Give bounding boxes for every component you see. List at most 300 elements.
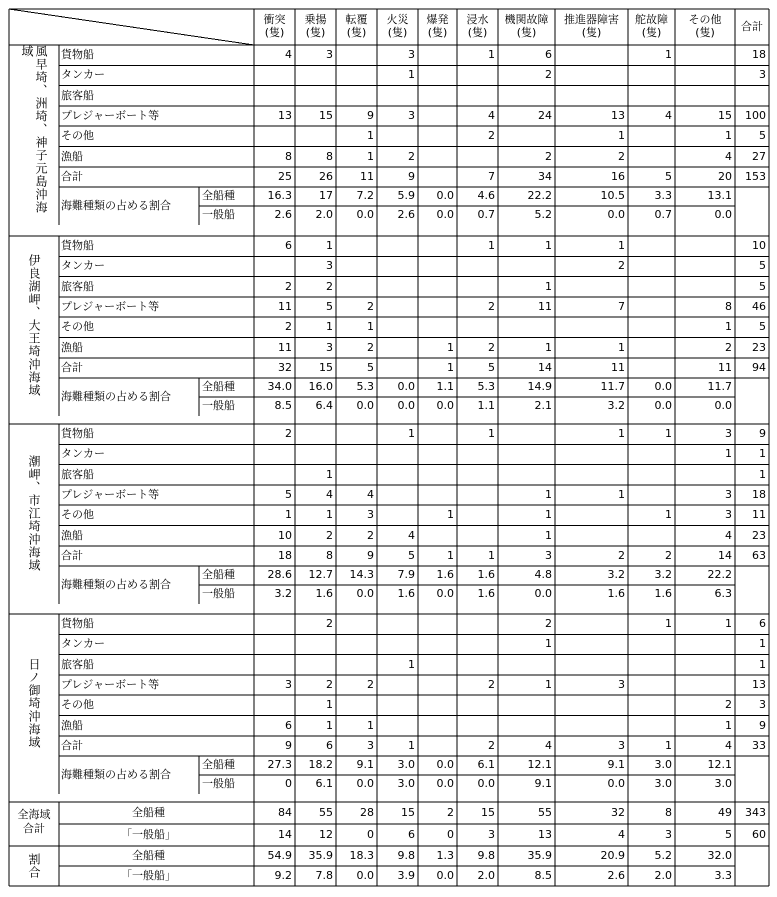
total-all-cell: 343	[745, 806, 766, 819]
row-label: タンカー	[61, 447, 105, 461]
value-cell	[555, 716, 628, 736]
value-cell: 1	[488, 427, 495, 440]
value-cell: 27	[752, 149, 766, 163]
value-cell	[254, 634, 295, 654]
value-cell: 2	[545, 68, 552, 82]
ratio-all-cell: 1.1	[436, 380, 454, 394]
value-cell: 8	[725, 299, 732, 313]
ratio-general-cell: 0.0	[436, 587, 454, 600]
value-cell: 1	[326, 320, 333, 334]
value-cell: 1	[545, 677, 552, 691]
value-cell: 26	[319, 169, 333, 183]
value-cell	[457, 86, 498, 106]
value-cell	[498, 695, 555, 715]
value-cell: 5	[665, 169, 672, 183]
total-general-cell: 3	[488, 828, 495, 841]
value-cell	[418, 614, 457, 634]
value-cell	[628, 147, 675, 167]
value-cell	[457, 526, 498, 546]
total-all-label: 全船種	[132, 806, 165, 819]
value-cell: 2	[285, 279, 292, 293]
row-label: 合計	[61, 738, 83, 752]
column-header-name: 爆発	[426, 13, 449, 26]
ratio-all-cell: 12.7	[308, 568, 333, 582]
ratio-general-cell: 1.6	[315, 587, 333, 600]
value-cell: 5	[285, 487, 292, 501]
value-cell: 1	[725, 617, 732, 630]
value-cell: 9	[759, 427, 766, 440]
value-cell: 13	[278, 108, 292, 122]
value-cell	[418, 147, 457, 167]
ratio-all-cell: 12.1	[527, 758, 552, 772]
value-cell: 2	[488, 340, 495, 354]
column-header	[254, 13, 295, 45]
percent-general-cell: 0.0	[436, 869, 454, 882]
percent-general-cell: 2.6	[607, 869, 625, 882]
value-cell: 1	[618, 340, 625, 354]
total-general-cell: 13	[538, 828, 552, 841]
value-cell: 11	[718, 360, 732, 374]
value-cell	[628, 236, 675, 256]
value-cell	[418, 736, 457, 756]
total-section-title	[9, 808, 59, 846]
ratio-all-cell: 22.2	[707, 568, 732, 582]
value-cell: 1	[725, 447, 732, 461]
column-header-unit: (隻)	[467, 26, 488, 39]
value-cell	[377, 675, 418, 695]
column-header	[675, 13, 735, 45]
value-cell: 2	[285, 320, 292, 334]
ratio-all-cell: 3.3	[654, 189, 672, 203]
value-cell: 5	[759, 129, 766, 143]
value-cell: 2	[665, 548, 672, 562]
value-cell: 46	[752, 299, 766, 313]
value-cell	[418, 65, 457, 85]
total-general-cell: 60	[752, 828, 766, 841]
value-cell	[628, 86, 675, 106]
value-cell: 4	[367, 487, 374, 501]
value-cell: 11	[278, 340, 292, 354]
value-cell: 1	[618, 487, 625, 501]
value-cell: 3	[759, 698, 766, 712]
column-header-unit: (隻)	[346, 26, 367, 39]
ratio-all-cell: 6.1	[477, 758, 495, 772]
column-header	[457, 13, 498, 45]
ratio-general-cell: 2.6	[397, 208, 415, 221]
ratio-general-cell: 0.0	[477, 777, 495, 790]
value-cell: 8	[326, 149, 333, 163]
value-cell	[628, 526, 675, 546]
value-cell: 1	[326, 239, 333, 252]
value-cell: 14	[718, 548, 732, 562]
value-cell: 2	[618, 548, 625, 562]
region-title-text: 潮岬、市江埼沖海域	[27, 455, 41, 573]
value-cell	[628, 65, 675, 85]
ratio-all-cell: 11.7	[600, 380, 625, 394]
ratio-label: 海難種類の占める割合	[61, 390, 171, 404]
value-cell: 1	[618, 129, 625, 143]
ratio-general-cell: 5.2	[534, 208, 552, 221]
value-cell: 2	[367, 299, 374, 313]
value-cell: 11	[360, 169, 374, 183]
value-cell: 100	[745, 108, 766, 122]
value-cell	[336, 465, 377, 485]
value-cell	[254, 126, 295, 146]
ratio-all-cell: 27.3	[267, 758, 292, 772]
general-ship-label: 一般船	[202, 399, 235, 412]
value-cell	[457, 444, 498, 464]
value-cell: 1	[326, 718, 333, 732]
general-ship-label: 一般船	[202, 777, 235, 790]
column-header	[336, 13, 377, 45]
ratio-all-cell: 1.6	[477, 568, 495, 582]
ratio-general-cell: 0.7	[654, 208, 672, 221]
value-cell: 4	[725, 738, 732, 752]
row-label: 合計	[61, 360, 83, 374]
ratio-general-cell: 0.0	[534, 587, 552, 600]
value-cell	[498, 126, 555, 146]
value-cell: 13	[752, 677, 766, 691]
column-header-unit: (隻)	[264, 26, 285, 39]
value-cell: 1	[665, 427, 672, 440]
column-header-name: 浸水	[466, 13, 489, 26]
ratio-all-cell: 0.0	[436, 758, 454, 772]
ratio-general-cell: 3.0	[714, 777, 732, 790]
value-cell	[377, 444, 418, 464]
ratio-general-cell: 0.0	[714, 399, 732, 412]
region-title-text: 伊良湖岬、大王埼沖海域	[27, 254, 41, 398]
general-ship-label: 一般船	[202, 208, 235, 221]
value-cell	[457, 147, 498, 167]
value-cell	[628, 444, 675, 464]
value-cell: 1	[545, 528, 552, 542]
value-cell	[418, 86, 457, 106]
value-cell	[377, 338, 418, 358]
ratio-general-cell: 0	[285, 777, 292, 790]
value-cell	[555, 505, 628, 525]
total-general-label: 「一般船」	[121, 828, 176, 841]
ratio-all-cell: 4.6	[477, 189, 495, 203]
region-title	[9, 236, 59, 416]
value-cell: 1	[447, 360, 454, 374]
row-label: その他	[61, 320, 94, 334]
ratio-all-cell: 1.6	[436, 568, 454, 582]
total-all-cell: 15	[481, 806, 495, 819]
column-header	[418, 13, 457, 45]
value-cell: 9	[367, 108, 374, 122]
value-cell: 1	[488, 239, 495, 252]
value-cell: 7	[618, 299, 625, 313]
ratio-all-cell: 5.3	[477, 380, 495, 394]
ratio-general-cell: 1.6	[654, 587, 672, 600]
ratio-general-cell: 0.0	[436, 777, 454, 790]
value-cell	[336, 45, 377, 65]
row-label: タンカー	[61, 637, 105, 651]
total-general-cell: 12	[319, 828, 333, 841]
ratio-general-cell: 0.7	[477, 208, 495, 221]
value-cell	[377, 256, 418, 276]
value-cell	[555, 695, 628, 715]
value-cell	[418, 256, 457, 276]
ratio-all-cell: 14.9	[527, 380, 552, 394]
column-header	[735, 13, 769, 45]
value-cell: 1	[665, 508, 672, 522]
value-cell	[555, 614, 628, 634]
value-cell: 2	[618, 259, 625, 273]
value-cell	[377, 297, 418, 317]
value-cell: 2	[545, 149, 552, 163]
value-cell: 1	[545, 279, 552, 293]
ratio-general-cell: 1.6	[607, 587, 625, 600]
all-ship-label: 全船種	[202, 758, 235, 772]
value-cell: 1	[665, 48, 672, 61]
value-cell: 1	[665, 617, 672, 630]
ratio-all-cell: 16.3	[267, 189, 292, 203]
column-header	[498, 13, 555, 45]
row-label: 合計	[61, 169, 83, 183]
column-header-unit: (隻)	[305, 26, 326, 39]
ratio-all-cell: 5.3	[356, 380, 374, 394]
value-cell	[336, 86, 377, 106]
column-header-unit: (隻)	[641, 26, 662, 39]
column-header-unit: (隻)	[516, 26, 537, 39]
value-cell: 7	[488, 169, 495, 183]
value-cell: 5	[759, 320, 766, 334]
value-cell: 9	[367, 548, 374, 562]
row-label: 旅客船	[61, 657, 94, 671]
value-cell: 3	[285, 677, 292, 691]
percent-general-cell: 2.0	[654, 869, 672, 882]
value-cell	[254, 256, 295, 276]
value-cell: 11	[278, 299, 292, 313]
value-cell	[377, 358, 418, 378]
total-general-cell: 4	[618, 828, 625, 841]
value-cell	[254, 695, 295, 715]
value-cell	[498, 465, 555, 485]
ratio-all-cell: 7.9	[397, 568, 415, 582]
row-label: 漁船	[61, 149, 83, 163]
row-label: 旅客船	[61, 279, 94, 293]
value-cell	[418, 45, 457, 65]
ratio-label: 海難種類の占める割合	[61, 578, 171, 592]
value-cell: 1	[725, 129, 732, 143]
value-cell: 1	[725, 320, 732, 334]
value-cell: 2	[488, 129, 495, 143]
value-cell: 4	[408, 528, 415, 542]
percent-all-cell: 5.2	[654, 849, 672, 862]
total-general-cell: 0	[367, 828, 374, 841]
value-cell	[295, 126, 336, 146]
value-cell: 20	[718, 169, 732, 183]
value-cell: 8	[326, 548, 333, 562]
total-general-cell: 0	[447, 828, 454, 841]
value-cell	[377, 485, 418, 505]
value-cell	[675, 465, 735, 485]
value-cell	[254, 465, 295, 485]
value-cell	[628, 465, 675, 485]
ratio-all-cell: 17	[319, 189, 333, 203]
value-cell: 1	[408, 657, 415, 671]
value-cell: 1	[545, 239, 552, 252]
value-cell	[555, 45, 628, 65]
value-cell: 18	[752, 487, 766, 501]
value-cell: 5	[759, 259, 766, 273]
value-cell: 5	[326, 299, 333, 313]
value-cell: 2	[367, 340, 374, 354]
ratio-all-cell: 9.1	[356, 758, 374, 772]
value-cell: 2	[326, 677, 333, 691]
value-cell: 1	[326, 698, 333, 712]
value-cell: 3	[326, 48, 333, 61]
ratio-general-cell: 0.0	[654, 399, 672, 412]
percent-general-cell: 8.5	[534, 869, 552, 882]
value-cell: 2	[367, 528, 374, 542]
column-header-name: 火災	[386, 13, 409, 26]
value-cell: 2	[326, 528, 333, 542]
value-cell: 3	[367, 738, 374, 752]
value-cell	[377, 86, 418, 106]
value-cell	[498, 86, 555, 106]
value-cell	[254, 65, 295, 85]
value-cell: 1	[367, 320, 374, 334]
ratio-all-cell: 5.9	[397, 189, 415, 203]
column-header	[628, 13, 675, 45]
value-cell: 15	[718, 108, 732, 122]
ratio-general-cell: 2.0	[315, 208, 333, 221]
value-cell	[675, 256, 735, 276]
value-cell: 2	[545, 617, 552, 630]
ratio-general-cell: 0.0	[607, 777, 625, 790]
percent-all-cell: 35.9	[527, 849, 552, 862]
value-cell	[555, 634, 628, 654]
value-cell	[628, 126, 675, 146]
row-label: 漁船	[61, 340, 83, 354]
value-cell	[675, 655, 735, 675]
value-cell: 18	[752, 48, 766, 61]
value-cell: 6	[326, 738, 333, 752]
ratio-general-cell: 6.1	[315, 777, 333, 790]
value-cell: 1	[759, 637, 766, 651]
value-cell	[418, 297, 457, 317]
value-cell: 33	[752, 738, 766, 752]
ratio-general-cell: 0.0	[356, 587, 374, 600]
value-cell: 2	[618, 149, 625, 163]
total-all-cell: 15	[401, 806, 415, 819]
value-cell: 4	[326, 487, 333, 501]
value-cell: 2	[326, 617, 333, 630]
value-cell: 3	[759, 68, 766, 82]
column-header-name: 合計	[741, 20, 763, 33]
value-cell	[377, 126, 418, 146]
ratio-general-cell: 6.3	[714, 587, 732, 600]
value-cell	[336, 236, 377, 256]
value-cell	[295, 634, 336, 654]
value-cell: 6	[545, 48, 552, 61]
value-cell	[418, 277, 457, 297]
row-label: タンカー	[61, 68, 105, 82]
ratio-all-cell: 3.2	[654, 568, 672, 582]
value-cell: 3	[545, 548, 552, 562]
ratio-all-cell: 22.2	[527, 189, 552, 203]
ratio-all-cell: 14.3	[349, 568, 374, 582]
value-cell	[498, 256, 555, 276]
value-cell	[377, 716, 418, 736]
value-cell	[675, 634, 735, 654]
value-cell: 4	[488, 108, 495, 122]
value-cell	[555, 526, 628, 546]
ratio-all-cell: 4.8	[534, 568, 552, 582]
value-cell: 1	[447, 340, 454, 354]
value-cell: 11	[611, 360, 625, 374]
value-cell: 1	[367, 149, 374, 163]
row-label: その他	[61, 508, 94, 522]
ratio-general-cell: 3.2	[607, 399, 625, 412]
value-cell: 3	[725, 487, 732, 501]
region-title	[9, 614, 59, 794]
value-cell: 8	[285, 149, 292, 163]
value-cell	[628, 338, 675, 358]
value-cell: 3	[725, 508, 732, 522]
value-cell: 11	[752, 508, 766, 522]
value-cell	[457, 716, 498, 736]
row-label: プレジャーボート等	[61, 108, 160, 122]
value-cell	[628, 256, 675, 276]
value-cell	[498, 317, 555, 337]
ratio-general-cell: 2.1	[534, 399, 552, 412]
value-cell	[457, 634, 498, 654]
value-cell	[628, 317, 675, 337]
total-all-cell: 32	[611, 806, 625, 819]
value-cell: 9	[759, 718, 766, 732]
value-cell: 2	[367, 677, 374, 691]
ratio-label: 海難種類の占める割合	[61, 199, 171, 213]
value-cell	[628, 297, 675, 317]
value-cell: 1	[545, 340, 552, 354]
ratio-general-cell: 9.1	[534, 777, 552, 790]
value-cell	[418, 465, 457, 485]
percent-section-title	[9, 846, 59, 886]
column-header-name: その他	[688, 13, 722, 26]
column-header-unit: (隻)	[427, 26, 448, 39]
value-cell	[628, 675, 675, 695]
value-cell	[555, 86, 628, 106]
percent-all-label: 全船種	[132, 849, 165, 862]
value-cell: 2	[725, 340, 732, 354]
value-cell: 1	[447, 548, 454, 562]
value-cell: 2	[488, 738, 495, 752]
value-cell: 1	[545, 637, 552, 651]
value-cell: 1	[367, 718, 374, 732]
value-cell	[418, 317, 457, 337]
value-cell: 2	[725, 698, 732, 712]
row-label: 旅客船	[61, 88, 94, 102]
ratio-general-cell: 0.0	[607, 208, 625, 221]
percent-all-cell: 1.3	[436, 849, 454, 862]
row-label: プレジャーボート等	[61, 299, 160, 313]
value-cell	[336, 634, 377, 654]
value-cell	[555, 317, 628, 337]
value-cell: 13	[611, 108, 625, 122]
ratio-general-cell: 8.5	[274, 399, 292, 412]
value-cell: 1	[545, 487, 552, 501]
value-cell: 3	[618, 738, 625, 752]
value-cell: 3	[408, 48, 415, 61]
column-header-name: 舵故障	[635, 13, 668, 26]
value-cell: 9	[285, 738, 292, 752]
ratio-general-cell: 6.4	[315, 399, 333, 412]
value-cell	[555, 444, 628, 464]
column-header-name: 乗揚	[304, 13, 327, 26]
